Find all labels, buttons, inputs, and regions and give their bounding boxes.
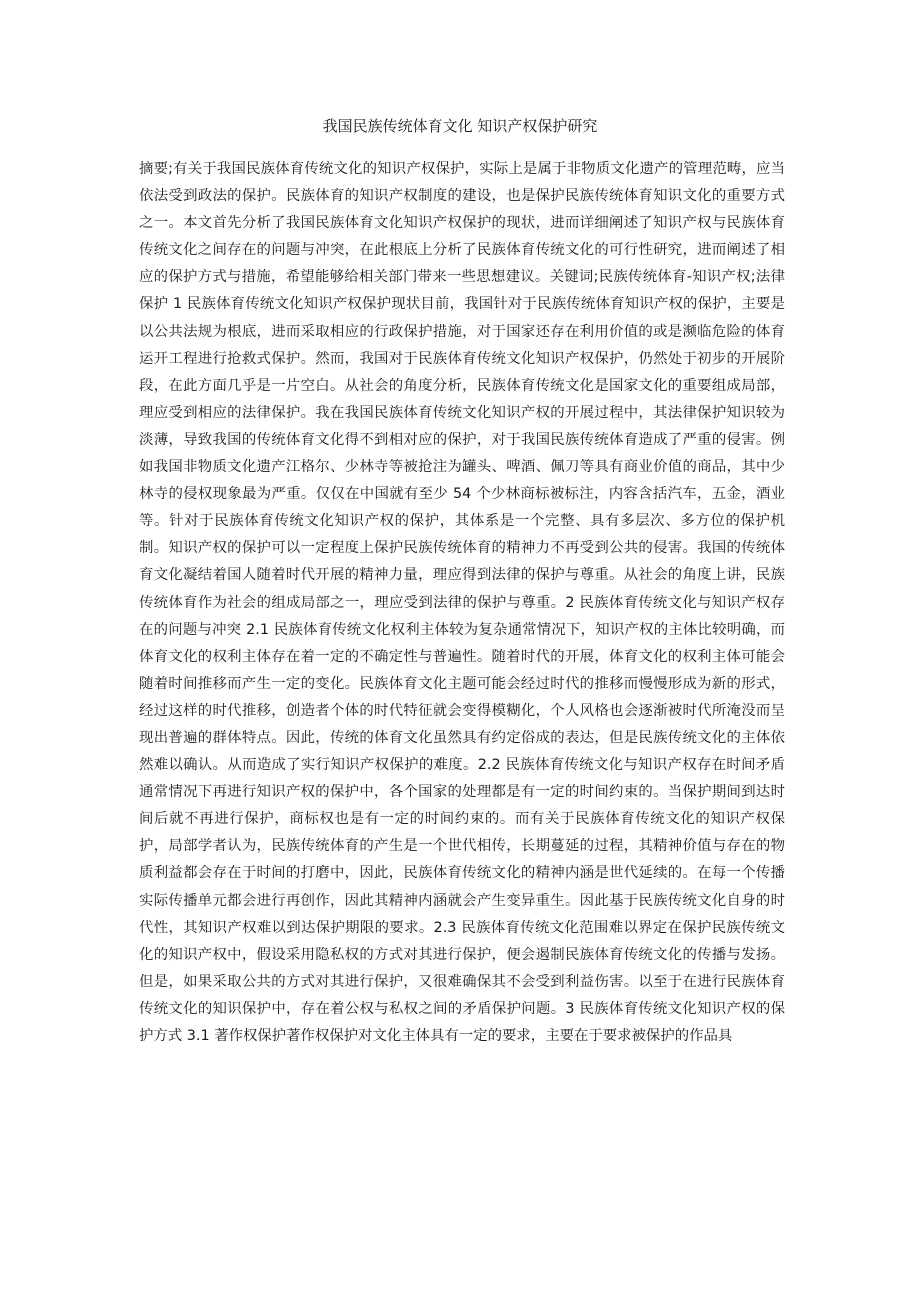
document-title: 我国民族传统体育文化 知识产权保护研究	[322, 117, 598, 135]
document-body-text: 摘要;有关于我国民族体育传统文化的知识产权保护，实际上是属于非物质文化遗产的管理范畴，应当依法受到政法的保护。民族体育的知识产权制度的建设，也是保护民族传统体育知识文化的重要方式之一。本文首先分析了我国民族体育文化知识产权保护的现状，进而详细阐述了知识产权与民族体育传统文化之间存在的问题与冲突，在此根底上分析了民族体育传统文化的可行性研究，进而阐述了相应的保护方式与措施，希望能够给相关部门带来一些思想建议。关键词;民族传统体育-知识产权;法律保护 1 民族体育传统文化知识产权保护现状目前，我国针对于民族传统体育知识产权的保护，主要是以公共法规为根底，进而采取相应的行政保护措施，对于国家还存在利用价值的或是濒临危险的体育运开工程进行抢救式保护。然而，我国对于民族体育传统文化知识产权保护，仍然处于初步的开展阶段，在此方面几乎是一片空白。从社会的角度分析，民族体育传统文化是国家文化的重要组成局部，理应受到相应的法律保护。我在我国民族体育传统文化知识产权的开展过程中，其法律保护知识较为淡薄，导致我国的传统体育文化得不到相对应的保护，对于我国民族传统体育造成了严重的侵害。例如我国非物质文化遗产江格尔、少林寺等被抢注为罐头、啤酒、佩刀等具有商业价值的商品，其中少林寺的侵权现象最为严重。仅仅在中国就有至少 54 个少林商标被标注，内容含括汽车，五金，酒业等。针对于民族体育传统文化知识产权的保护，其体系是一个完整、具有多层次、多方位的保护机制。知识产权的保护可以一定程度上保护民族传统体育的精神力不再受到公共的侵害。我国的传统体育文化凝结着国人随着时代开展的精神力量，理应得到法律的保护与尊重。从社会的角度上讲，民族传统体育作为社会的组成局部之一，理应受到法律的保护与尊重。2 民族体育传统文化与知识产权存在的问题与冲突 2.1 民族体育传统文化权利主体较为复杂通常情况下，知识产权的主体比较明确，而体育文化的权利主体存在着一定的不确定性与普遍性。随着时代的开展，体育文化的权利主体可能会随着时间推移而产生一定的变化。民族体育文化主题可能会经过时代的推移而慢慢形成为新的形式，经过这样的时代推移，创造者个体的时代特征就会变得模糊化，个人风格也会逐渐被时代所淹没而呈现出普遍的群体特点。因此，传统的体育文化虽然具有约定俗成的表达，但是民族传统文化的主体依然难以确认。从而造成了实行知识产权保护的难度。2.2 民族体育传统文化与知识产权存在时间矛盾通常情况下再进行知识产权的保护中，各个国家的处理都是有一定的时间约束的。当保护期间到达时间后就不再进行保护，商标权也是有一定的时间约束的。而有关于民族体育传统文化的知识产权保护，局部学者认为，民族传统体育的产生是一个世代相传，长期蔓延的过程，其精神价值与存在的物质利益都会存在于时间的打磨中，因此，民族体育传统文化的精神内涵是世代延续的。在每一个传播实际传播单元都会进行再创作，因此其精神内涵就会产生变异重生。因此基于民族传统文化自身的时代性，其知识产权难以到达保护期限的要求。2.3 民族体育传统文化范围难以界定在保护民族传统文化的知识产权中，假设采用隐私权的方式对其进行保护，便会遏制民族体育传统文化的传播与发扬。但是，如果采取公共的方式对其进行保护，又很难确保其不会受到利益伤害。以至于在进行民族体育传统文化的知识保护中，存在着公权与私权之间的矛盾保护问题。3 民族体育传统文化知识产权的保护方式 3.1 著作权保护著作权保护对文化主体具有一定的要求，主要在于要求被保护的作品具	[139, 161, 785, 1044]
